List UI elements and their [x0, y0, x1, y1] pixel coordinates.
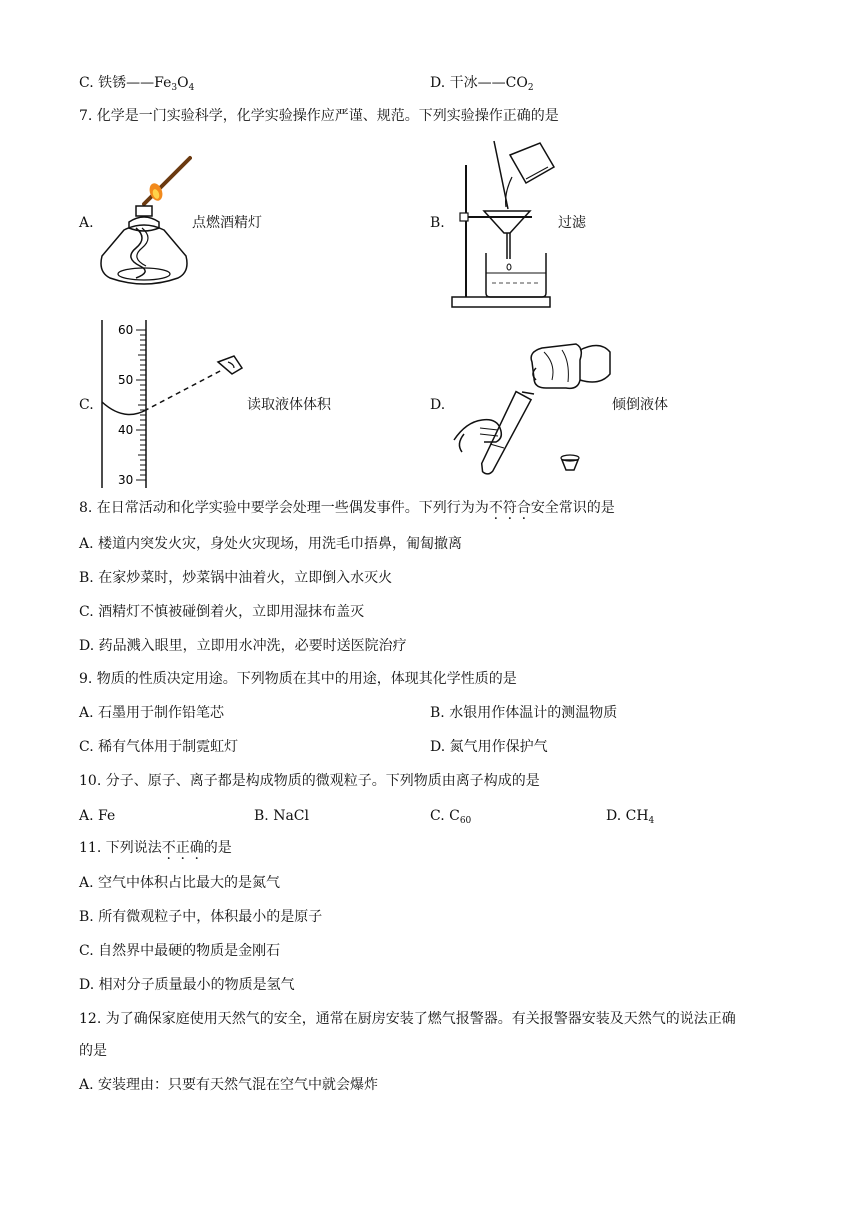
q10-option-c: C. $C_{60}$ — [430, 808, 472, 826]
q8-option-c: C. 酒精灯不慎被碰倒着火，立即用湿抹布盖灭 — [79, 604, 365, 620]
q11-option-b: B. 所有微观粒子中，体积最小的是原子 — [79, 909, 323, 925]
q12-stem-line1: 12. 为了确保家庭使用天然气的安全，通常在厨房安装了燃气报警器。有关报警器安装及天然气的说法正确 — [79, 1011, 736, 1027]
q10-stem: 10. 分子、原子、离子都是构成物质的微观粒子。下列物质由离子构成的是 — [79, 773, 540, 789]
q6-option-d: D. 干冰$——CO_2$ — [430, 75, 534, 93]
cylinder-tick-60: 60 — [118, 323, 134, 337]
graduated-cylinder-figure — [96, 318, 256, 490]
q10-option-a: A. Fe — [79, 808, 116, 824]
q7-option-d-caption: 倾倒液体 — [612, 397, 668, 413]
q7-option-d-label: D. — [430, 397, 446, 413]
q11-stem: 11. 下列说法不正确的是 — [79, 840, 232, 856]
cylinder-tick-40: 40 — [118, 423, 134, 437]
q6-option-c: C. 铁锈$——Fe_3O_4$ — [79, 75, 195, 93]
q7-option-b-caption: 过滤 — [558, 215, 586, 231]
cylinder-tick-50: 50 — [118, 373, 134, 387]
q11-option-d: D. 相对分子质量最小的物质是氢气 — [79, 977, 295, 993]
cylinder-tick-30: 30 — [118, 473, 134, 487]
pouring-liquid-figure — [452, 334, 612, 478]
q8-stem: 8. 在日常活动和化学实验中要学会处理一些偶发事件。下列行为为不符合安全常识的是 — [79, 500, 615, 516]
q11-option-a: A. 空气中体积占比最大的是氮气 — [79, 875, 281, 891]
q12-stem-line2: 的是 — [79, 1043, 107, 1059]
q9-stem: 9. 物质的性质决定用途。下列物质在其中的用途，体现其化学性质的是 — [79, 671, 517, 687]
q10-option-d: D. $CH_4$ — [606, 808, 655, 826]
q11-option-c: C. 自然界中最硬的物质是金刚石 — [79, 943, 281, 959]
filtration-figure — [450, 137, 562, 311]
q12-option-a: A. 安装理由：只要有天然气混在空气中就会爆炸 — [79, 1077, 379, 1093]
q7-option-a-label: A. — [79, 215, 94, 231]
q9-option-a: A. 石墨用于制作铅笔芯 — [79, 705, 225, 721]
q9-option-b: B. 水银用作体温计的测温物质 — [430, 705, 618, 721]
alcohol-lamp-figure — [96, 154, 192, 292]
q9-option-c: C. 稀有气体用于制霓虹灯 — [79, 739, 239, 755]
q7-option-a-caption: 点燃酒精灯 — [192, 215, 262, 231]
q8-option-b: B. 在家炒菜时，炒菜锅中油着火，立即倒入水灭火 — [79, 570, 393, 586]
q10-option-b: B. NaCl — [254, 808, 309, 824]
q7-option-c-label: C. — [79, 397, 94, 413]
q7-stem: 7. 化学是一门实验科学，化学实验操作应严谨、规范。下列实验操作正确的是 — [79, 108, 559, 124]
q7-option-b-label: B. — [430, 215, 445, 231]
q7-option-c-caption: 读取液体体积 — [247, 397, 331, 413]
q8-option-d: D. 药品溅入眼里，立即用水冲洗，必要时送医院治疗 — [79, 638, 407, 654]
q8-option-a: A. 楼道内突发火灾，身处火灾现场，用洗毛巾捂鼻，匍匐撤离 — [79, 536, 463, 552]
q9-option-d: D. 氮气用作保护气 — [430, 739, 548, 755]
